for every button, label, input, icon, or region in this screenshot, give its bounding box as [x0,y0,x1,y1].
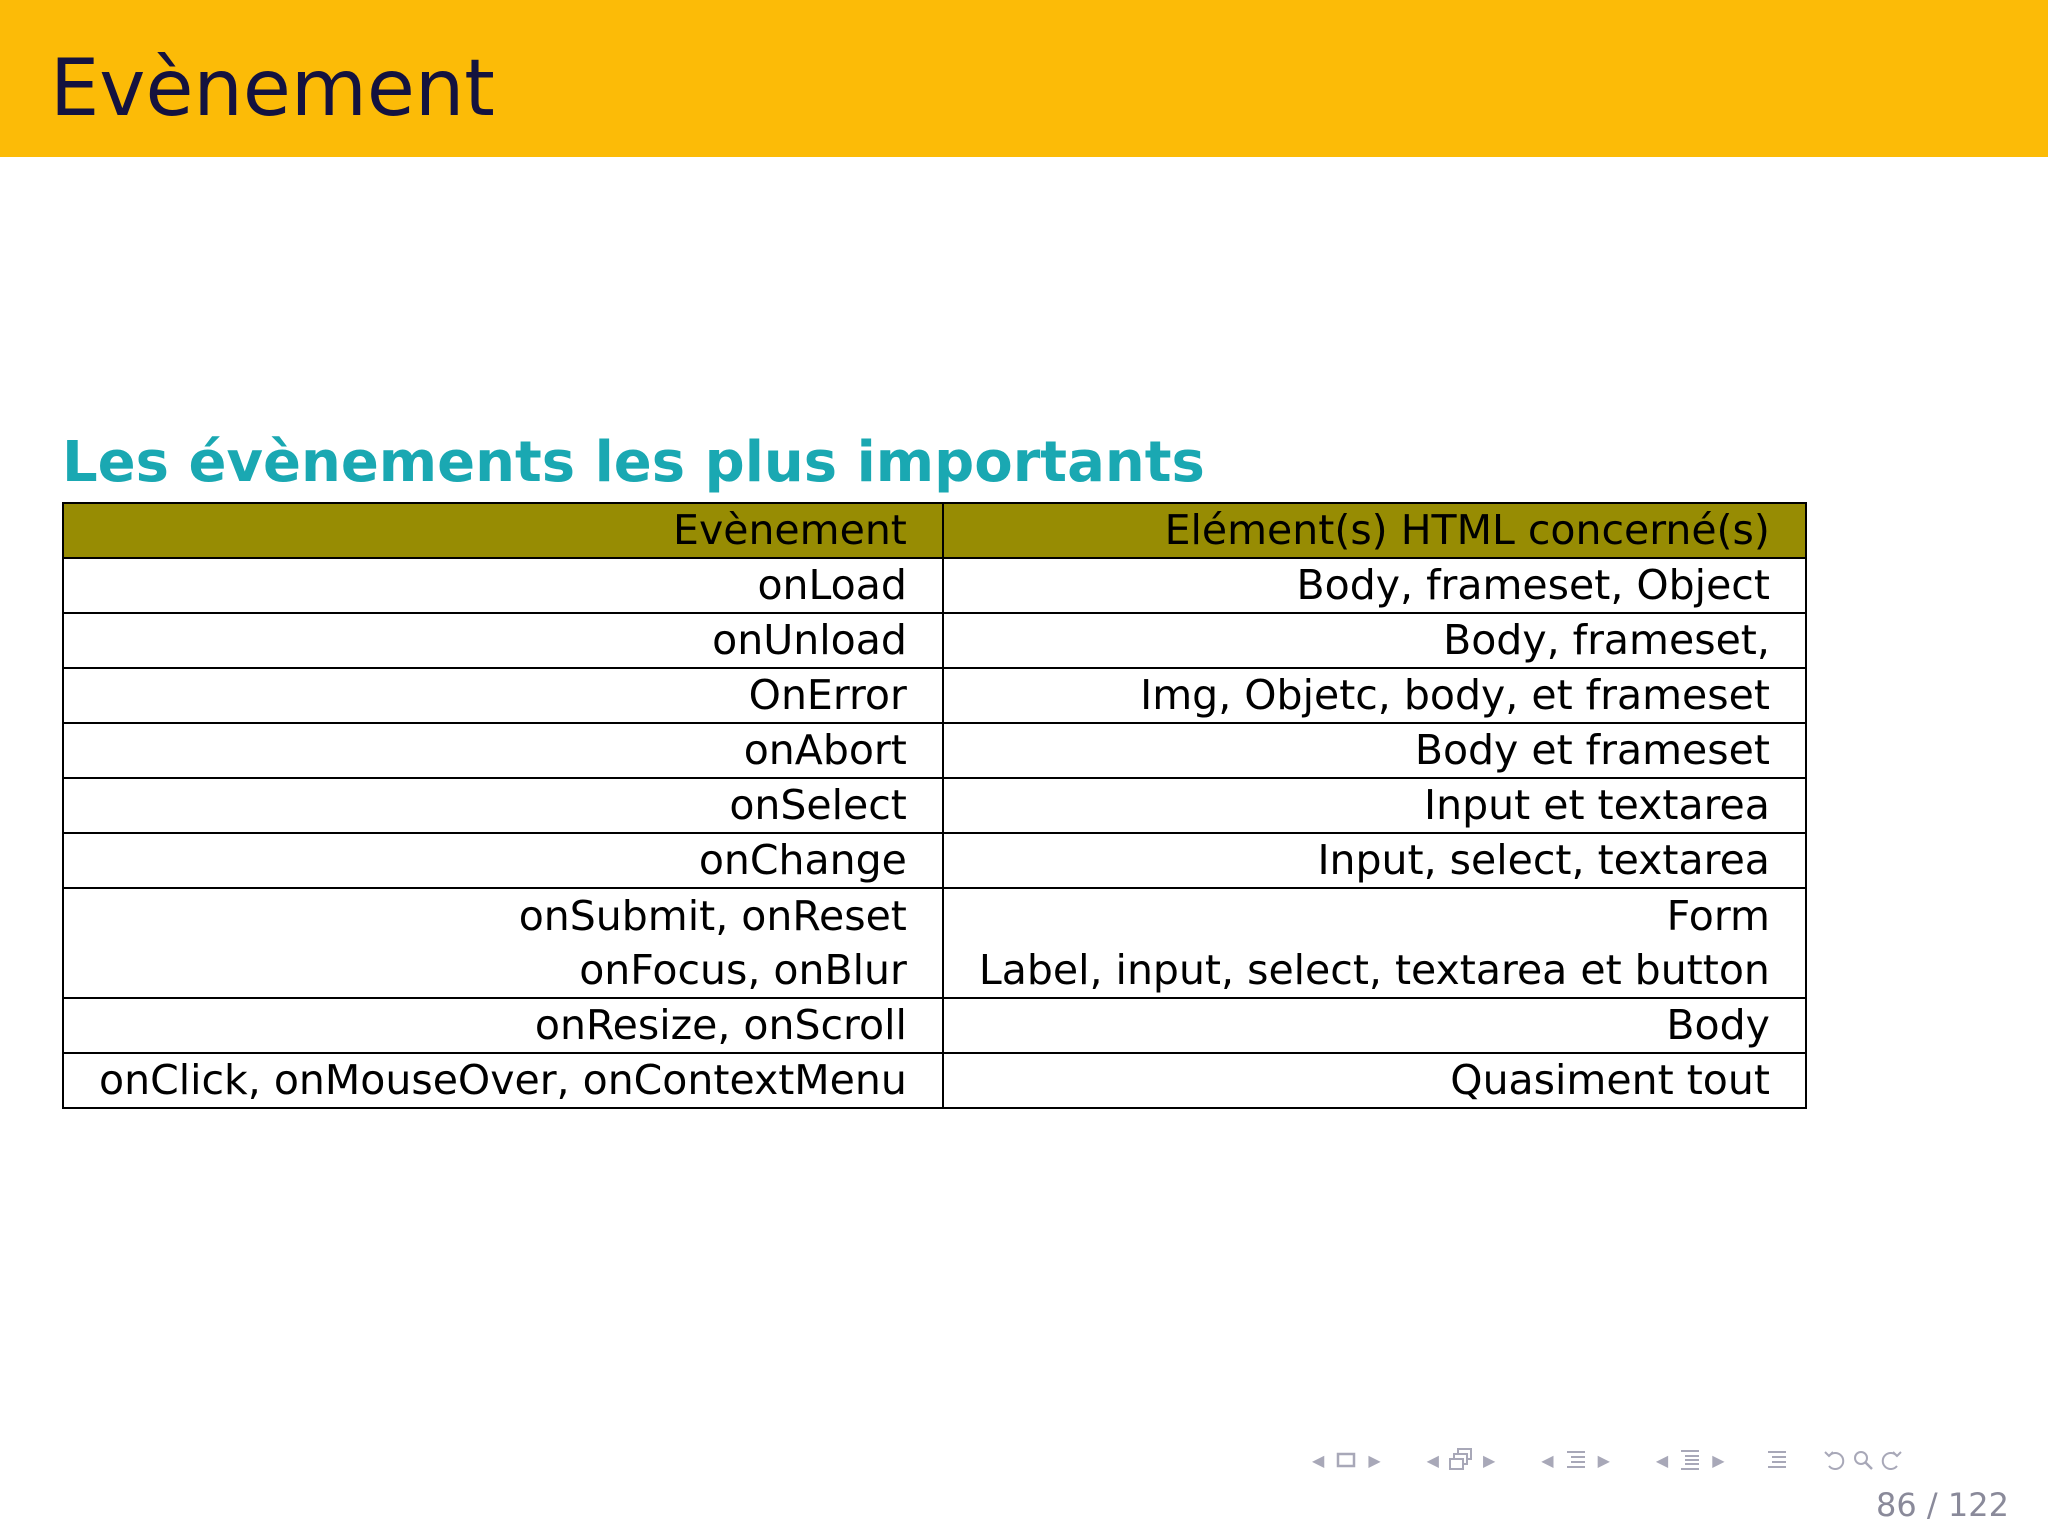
elements-line: Form [1666,892,1770,940]
event-cell: onSelect [63,778,943,833]
event-cell: onClick, onMouseOver, onContextMenu [63,1053,943,1108]
table-row [63,833,1806,888]
table-row [63,778,1806,833]
event-cell [63,888,943,998]
section-icon[interactable] [1562,1446,1590,1474]
frame-nav [1304,1446,1389,1474]
prev-frame-arrow-icon[interactable]: ◀ [1312,1450,1325,1470]
elements-cell: Quasiment tout [943,1053,1806,1108]
event-cell: onUnload [63,613,943,668]
event-line: onFocus, onBlur [579,946,907,994]
presentation-icon[interactable] [1676,1446,1704,1474]
navigation-bar [1304,1442,1905,1478]
table-row [63,998,1806,1053]
elements-cell: Body et frameset [943,723,1806,778]
subsection-nav [1419,1446,1504,1474]
event-cell: onLoad [63,558,943,613]
undo-icon[interactable] [1821,1446,1849,1474]
elements-cell [943,888,1806,998]
block-title: Les évènements les plus importants [62,430,1205,495]
table-row [63,613,1806,668]
table-row [63,888,1806,998]
next-frame-arrow-icon[interactable]: ▶ [1368,1450,1381,1470]
outline-icon[interactable] [1763,1446,1791,1474]
events-table [62,502,1807,1109]
event-cell: onAbort [63,723,943,778]
search-icon[interactable] [1849,1446,1877,1474]
prev-presentation-arrow-icon[interactable]: ◀ [1655,1450,1669,1470]
frame-header-bar [0,0,2048,157]
frame-icon[interactable] [1332,1446,1360,1474]
elements-cell: Img, Objetc, body, et frameset [943,668,1806,723]
header-event: Evènement [63,503,943,558]
next-presentation-arrow-icon[interactable]: ▶ [1712,1450,1725,1470]
next-section-arrow-icon[interactable]: ▶ [1597,1450,1610,1470]
prev-section-arrow-icon[interactable]: ◀ [1541,1450,1554,1470]
subsection-icon[interactable] [1447,1446,1475,1474]
next-subsection-arrow-icon[interactable]: ▶ [1482,1450,1496,1470]
prev-subsection-arrow-icon[interactable]: ◀ [1426,1450,1439,1470]
elements-cell: Body [943,998,1806,1053]
outline-nav [1763,1446,1791,1474]
event-cell: onResize, onScroll [63,998,943,1053]
table-row [63,558,1806,613]
event-line: onSubmit, onReset [518,892,907,940]
table-row [63,723,1806,778]
table-row [63,1053,1806,1108]
presentation-nav [1648,1446,1733,1474]
table-row [63,668,1806,723]
elements-cell: Input, select, textarea [943,833,1806,888]
redo-icon[interactable] [1877,1446,1905,1474]
elements-line: Label, input, select, textarea et button [978,946,1770,994]
elements-cell: Body, frameset, [943,613,1806,668]
event-cell: OnError [63,668,943,723]
header-elements: Elément(s) HTML concerné(s) [943,503,1806,558]
frame-title: Evènement [50,44,495,134]
event-cell: onChange [63,833,943,888]
elements-cell: Input et textarea [943,778,1806,833]
table-header-row [63,503,1806,558]
section-nav [1533,1446,1618,1474]
search-nav [1821,1446,1905,1474]
page-number: 86 / 122 [1876,1486,2009,1524]
elements-cell: Body, frameset, Object [943,558,1806,613]
